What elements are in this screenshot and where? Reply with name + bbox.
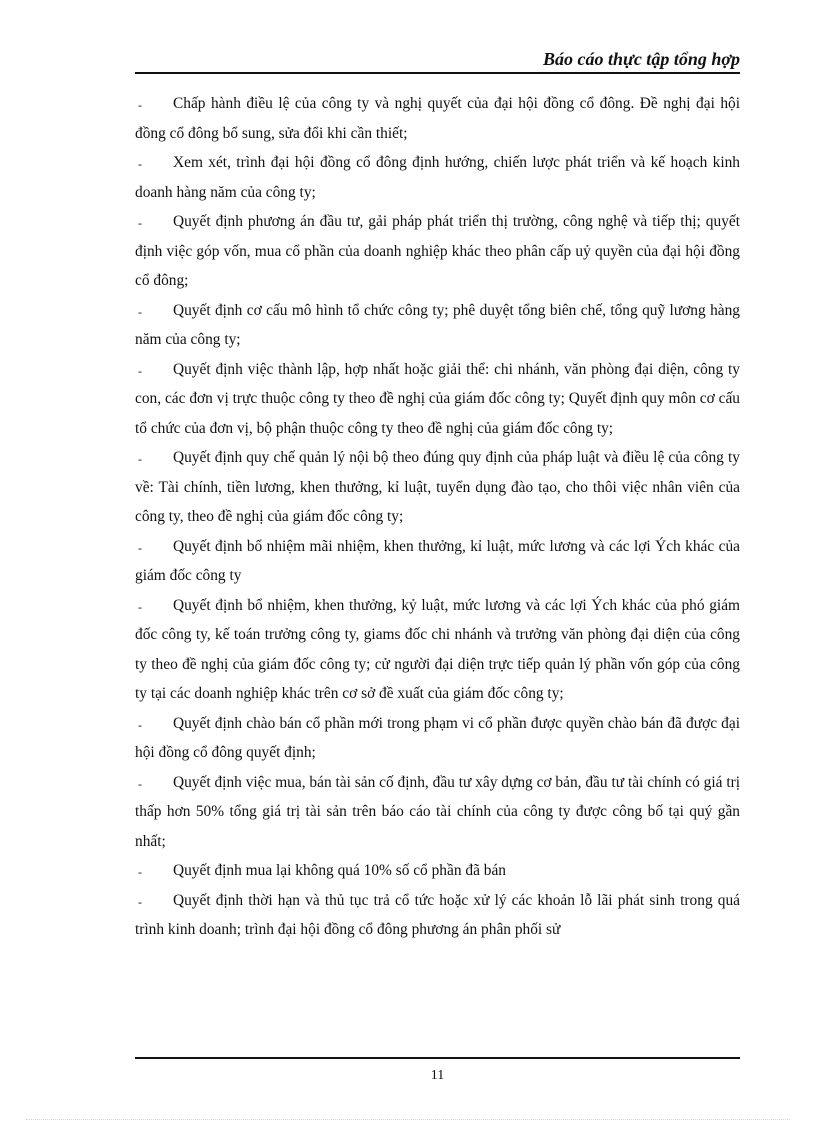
list-item-text: Quyết định thời hạn và thủ tục trả cổ tức hoặc xử lý các khoản lỗ lãi phát sinh trong quá trình kinh doanh; trình đại hội đồng cổ đông phương án phân phối sử	[135, 891, 740, 938]
bullet-icon: -	[138, 157, 142, 171]
page-edge-divider	[26, 1119, 790, 1120]
bullet-icon: -	[138, 452, 142, 466]
list-item-text: Quyết định bổ nhiệm, khen thưởng, kỷ luật, mức lương và các lợi Ých khác của phó giám đốc công ty, kế toán trưởng công ty, giams đốc chi nhánh và trưởng văn phòng đại diện của công ty theo đề nghị của giám đốc công ty; cử người đại diện trực tiếp quản lý phần vốn góp của công ty tại các doanh nghiệp khác trên cơ sở đề xuất của giám đốc công ty;	[135, 596, 740, 702]
page-header	[135, 48, 740, 74]
bullet-icon: -	[138, 540, 142, 555]
list-item-text: Xem xét, trình đại hội đồng cổ đông định hướng, chiến lược phát triển và kế hoạch kinh doanh hàng năm của công ty;	[135, 154, 740, 201]
bullet-icon: -	[138, 216, 142, 230]
bullet-icon: -	[138, 776, 142, 791]
list-item	[135, 886, 740, 945]
bullet-icon: -	[138, 717, 142, 732]
bullet-icon: -	[138, 599, 142, 614]
page-footer	[135, 1057, 740, 1083]
list-item-text: Quyết định mua lại không quá 10% số cổ phần đã bán	[173, 862, 506, 879]
report-title: Báo cáo thực tập tổng hợp	[543, 49, 740, 69]
list-item-text: Chấp hành điều lệ của công ty và nghị quyết của đại hội đồng cổ đông. Đề nghị đại hội đồng cổ đông bổ sung, sửa đổi khi cần thiết;	[135, 95, 740, 142]
bullet-icon: -	[138, 865, 142, 879]
bullet-icon: -	[138, 304, 142, 319]
list-item-text: Quyết định bổ nhiệm mãi nhiệm, khen thưởng, kỉ luật, mức lương và các lợi Ých khác của giám đốc công ty	[135, 537, 740, 584]
list-item-text: Quyết định phương án đầu tư, gải pháp phát triển thị trường, công nghệ và tiếp thị; quyết định việc góp vốn, mua cổ phần của doanh nghiệp khác theo phân cấp uỷ quyền của đại hội đồng cổ đông;	[135, 213, 740, 289]
list-item-text: Quyết định chào bán cổ phần mới trong phạm vi cổ phần được quyền chào bán đã được đại hội đồng cổ đông quyết định;	[135, 714, 740, 761]
list-item	[135, 207, 740, 296]
list-item	[135, 355, 740, 444]
list-item	[135, 443, 740, 532]
list-item	[135, 148, 740, 207]
list-item-text: Quyết định cơ cấu mô hình tổ chức công ty; phê duyệt tổng biên chế, tổng quỹ lương hàng năm của công ty;	[135, 301, 740, 348]
bullet-icon: -	[138, 98, 142, 112]
list-item-text: Quyết định việc thành lập, hợp nhất hoặc giải thể: chi nhánh, văn phòng đại diện, công ty con, các đơn vị trực thuộc công ty theo đề nghị của giám đốc công ty; Quyết định quy môn cơ cấu tổ chức của đơn vị, bộ phận thuộc công ty theo đề nghị của giám đốc công ty;	[135, 360, 740, 437]
list-item	[135, 768, 740, 857]
list-item	[135, 709, 740, 768]
page-number: 11	[430, 1068, 445, 1083]
document-body	[135, 89, 740, 945]
list-item	[135, 856, 740, 886]
list-item	[135, 532, 740, 591]
list-item	[135, 591, 740, 709]
list-item-text: Quyết định quy chế quản lý nội bộ theo đúng quy định của pháp luật và điều lệ của công ty về: Tài chính, tiền lương, khen thưởng, kỉ luật, tuyển dụng đào tạo, cho thôi việc nhân viên của công ty, theo đề nghị của giám đốc công ty;	[135, 449, 740, 525]
list-item	[135, 89, 740, 148]
bullet-icon: -	[138, 894, 142, 909]
bullet-icon: -	[138, 363, 142, 378]
list-item	[135, 296, 740, 355]
list-item-text: Quyết định việc mua, bán tài sản cố định, đầu tư xây dựng cơ bản, đầu tư tài chính có giá trị thấp hơn 50% tổng giá trị tài sản trên báo cáo tài chính của công ty được công bố tại quý gần nhất;	[135, 773, 740, 850]
